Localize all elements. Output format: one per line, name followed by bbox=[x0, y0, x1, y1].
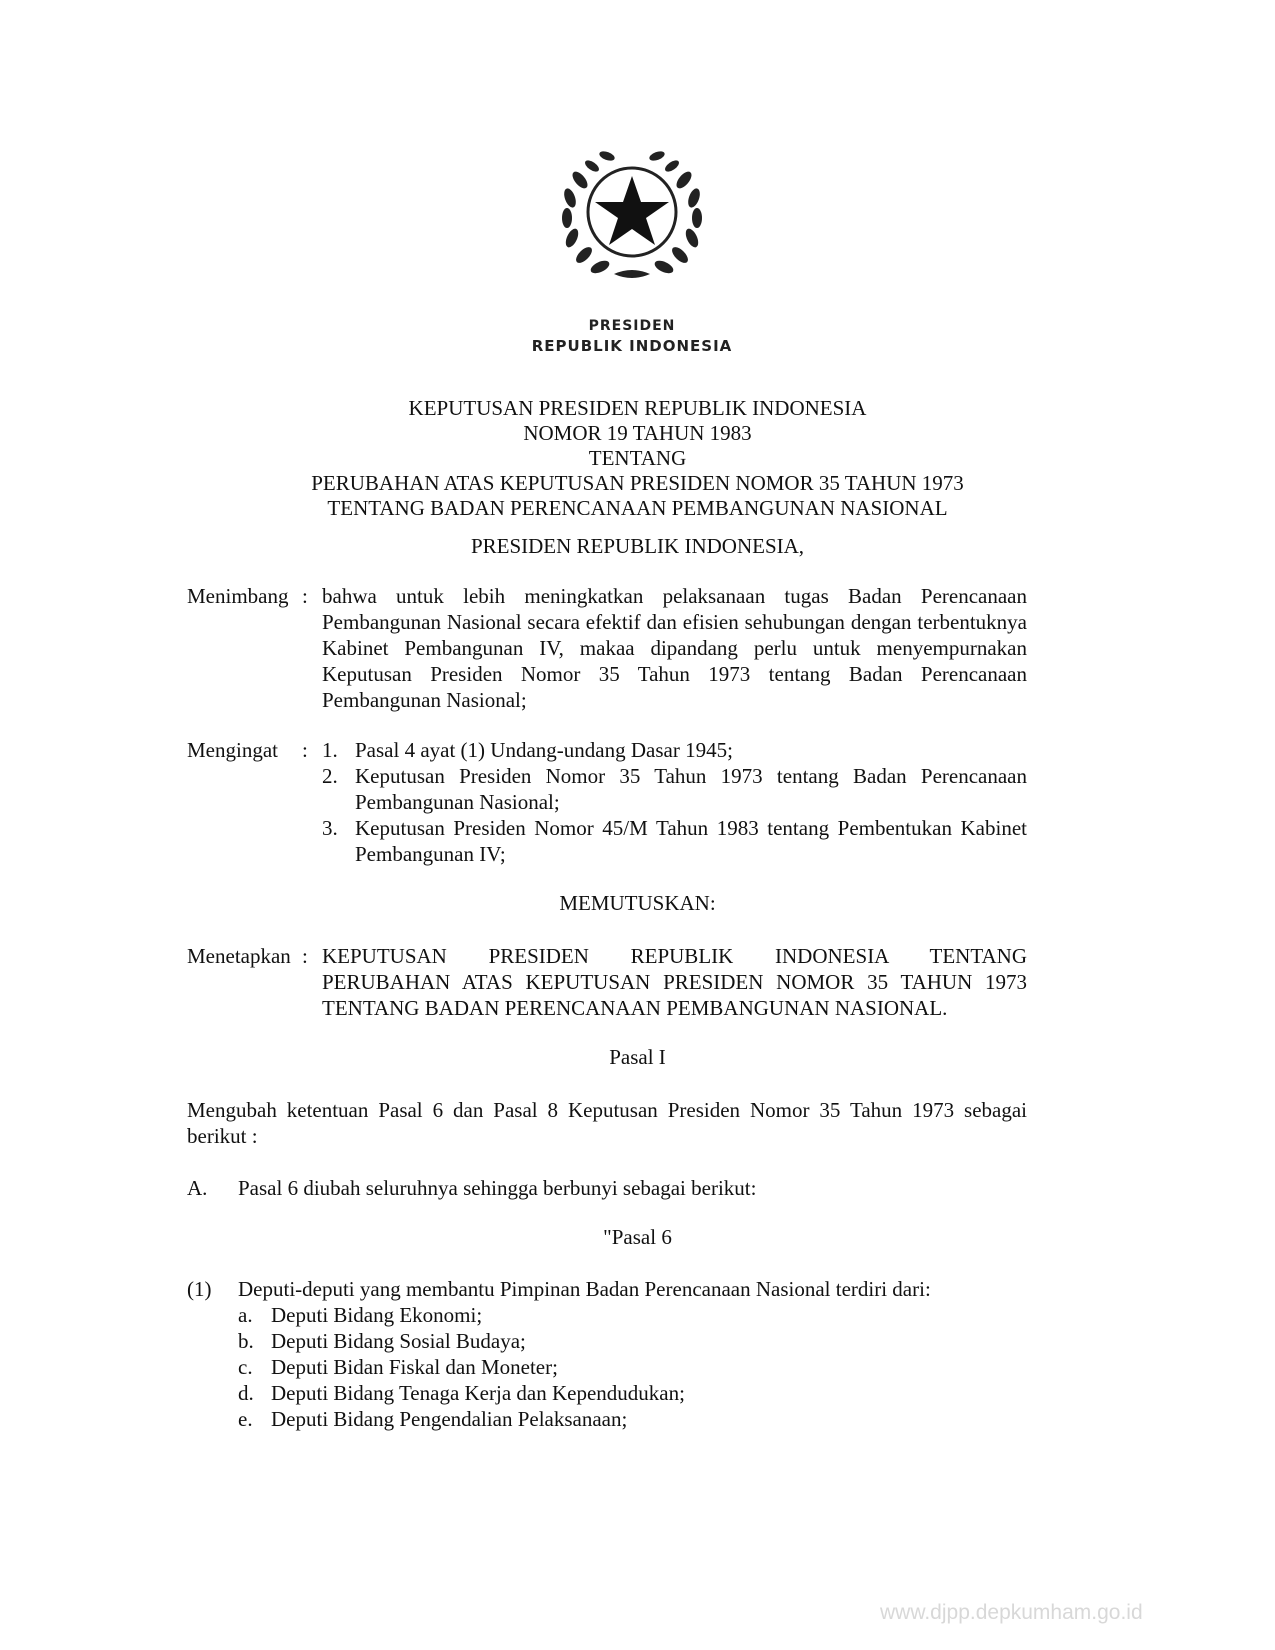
menetapkan-colon: : bbox=[302, 944, 308, 968]
document-title bbox=[160, 396, 1115, 521]
deputi-item-text: Deputi Bidang Sosial Budaya; bbox=[271, 1329, 526, 1353]
menetapkan-line: PERUBAHAN ATAS KEPUTUSAN PRESIDEN NOMOR 35 TAHUN 1973 bbox=[322, 970, 1027, 994]
menetapkan-label: Menetapkan bbox=[187, 944, 291, 968]
title-line: TENTANG bbox=[588, 446, 687, 470]
deputi-item-text: Deputi Bidan Fiskal dan Moneter; bbox=[271, 1355, 558, 1379]
deputi-item-letter: c. bbox=[238, 1355, 253, 1379]
title-line: TENTANG BADAN PERENCANAAN PEMBANGUNAN NASIONAL bbox=[327, 496, 948, 520]
deputi-item-text: Deputi Bidang Ekonomi; bbox=[271, 1303, 483, 1327]
mengingat-label: Mengingat bbox=[187, 738, 278, 762]
deputi-item-text: Deputi Bidang Pengendalian Pelaksanaan; bbox=[271, 1407, 628, 1431]
mengubah-paragraph: Mengubah ketentuan Pasal 6 dan Pasal 8 Keputusan Presiden Nomor 35 Tahun 1973 sebagai berikut : bbox=[187, 1098, 1027, 1148]
title-line: KEPUTUSAN PRESIDEN REPUBLIK INDONESIA bbox=[408, 396, 867, 420]
mengingat-item-number: 1. bbox=[322, 738, 338, 762]
title-line: NOMOR 19 TAHUN 1983 bbox=[523, 421, 752, 445]
ayat-1-text: Deputi-deputi yang membantu Pimpinan Badan Perencanaan Nasional terdiri dari: bbox=[238, 1277, 931, 1301]
emblem-title-republik: REPUBLIK INDONESIA bbox=[531, 337, 733, 355]
title-line: PERUBAHAN ATAS KEPUTUSAN PRESIDEN NOMOR 35 TAHUN 1973 bbox=[311, 471, 964, 495]
deputi-item-letter: e. bbox=[238, 1407, 253, 1431]
pasal-6-heading: "Pasal 6 bbox=[603, 1225, 672, 1249]
mengingat-item-number: 3. bbox=[322, 816, 338, 840]
menetapkan-text bbox=[322, 943, 1027, 1021]
mengingat-item-text: Keputusan Presiden Nomor 45/M Tahun 1983 tentang Pembentukan Kabinet Pembangunan IV; bbox=[355, 816, 1027, 866]
section-a-text: Pasal 6 diubah seluruhnya sehingga berbunyi sebagai berikut: bbox=[238, 1176, 757, 1200]
mengingat-item-text: Keputusan Presiden Nomor 35 Tahun 1973 tentang Badan Perencanaan Pembangunan Nasional; bbox=[355, 764, 1027, 814]
ayat-1-number: (1) bbox=[187, 1277, 212, 1301]
watermark-url: www.djpp.depkumham.go.id bbox=[880, 1601, 1143, 1624]
menimbang-label: Menimbang bbox=[187, 584, 289, 608]
pasal-1-heading: Pasal I bbox=[609, 1045, 666, 1069]
deputi-item-letter: d. bbox=[238, 1381, 254, 1405]
menimbang-colon: : bbox=[302, 584, 308, 608]
mengingat-item-number: 2. bbox=[322, 764, 338, 788]
deputi-item-letter: b. bbox=[238, 1329, 254, 1353]
deputi-item-text: Deputi Bidang Tenaga Kerja dan Kependudukan; bbox=[271, 1381, 685, 1405]
memutuskan-heading: MEMUTUSKAN: bbox=[559, 891, 716, 915]
section-a-letter: A. bbox=[187, 1176, 208, 1200]
mengingat-item-text: Pasal 4 ayat (1) Undang-undang Dasar 1945; bbox=[355, 738, 733, 762]
mengingat-colon: : bbox=[302, 738, 308, 762]
garuda-star-emblem-icon bbox=[552, 140, 712, 290]
emblem-title-presiden: PRESIDEN bbox=[588, 318, 676, 334]
menimbang-text: bahwa untuk lebih meningkatkan pelaksanaan tugas Badan Perencanaan Pembangunan Nasional secara efektif dan efisien sehubungan dengan terbentuknya Kabinet Pembangunan IV, makaa dipandang perlu untuk menyempurnakan Keputusan Presiden Nomor 35 Tahun 1973 tentang Badan Perencanaan Pembangunan Nasional; bbox=[322, 584, 1027, 712]
menetapkan-line: KEPUTUSAN PRESIDEN REPUBLIK INDONESIA TENTANG bbox=[322, 944, 1027, 968]
menetapkan-line: TENTANG BADAN PERENCANAAN PEMBANGUNAN NASIONAL. bbox=[322, 996, 948, 1020]
presiden-heading: PRESIDEN REPUBLIK INDONESIA, bbox=[470, 534, 805, 558]
deputi-item-letter: a. bbox=[238, 1303, 253, 1327]
